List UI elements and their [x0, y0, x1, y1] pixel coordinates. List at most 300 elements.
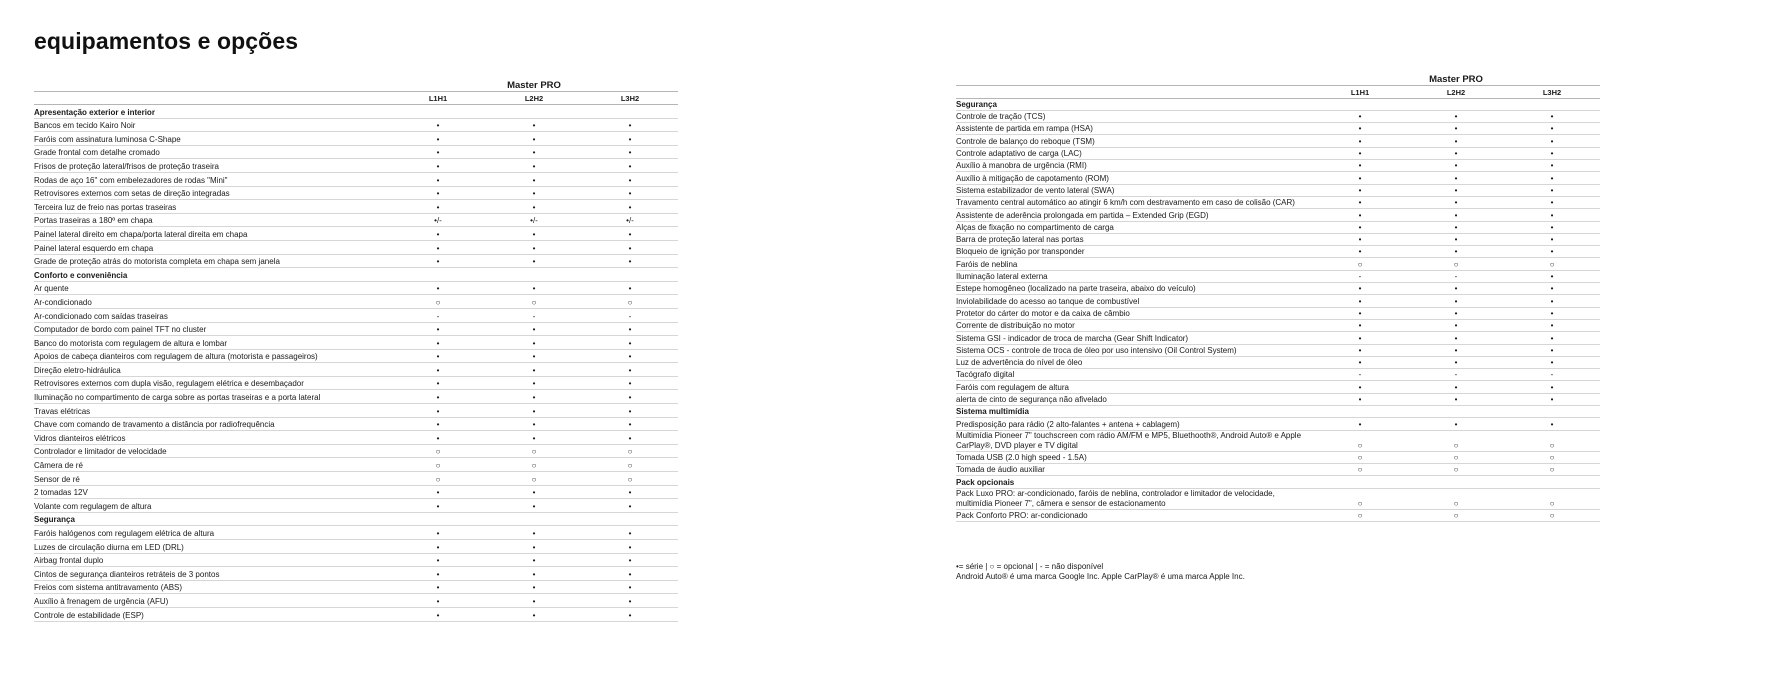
- availability-cell: -: [1312, 270, 1408, 282]
- availability-cell: •: [1504, 319, 1600, 331]
- feature-label: Barra de proteção lateral nas portas: [956, 233, 1312, 245]
- availability-cell: ○: [1312, 509, 1408, 521]
- feature-label: Retrovisores externos com dupla visão, regulagem elétrica e desembaçador: [34, 376, 390, 390]
- availability-cell: •: [1312, 209, 1408, 221]
- availability-cell: •: [390, 254, 486, 268]
- feature-label: Freios com sistema antitravamento (ABS): [34, 580, 390, 594]
- availability-cell: •: [1504, 418, 1600, 430]
- availability-cell: •: [1504, 246, 1600, 258]
- availability-cell: ○: [1312, 463, 1408, 475]
- feature-label: Controle de balanço do reboque (TSM): [956, 135, 1312, 147]
- availability-cell: •: [582, 281, 678, 295]
- availability-cell: •: [582, 240, 678, 254]
- availability-cell: ○: [486, 458, 582, 472]
- feature-label: Grade frontal com detalhe cromado: [34, 145, 390, 159]
- table-row: [956, 221, 1600, 233]
- table-row: [956, 332, 1600, 344]
- feature-label: Frisos de proteção lateral/frisos de proteção traseira: [34, 159, 390, 173]
- table-row: [956, 196, 1600, 208]
- availability-cell: •: [1408, 393, 1504, 405]
- availability-cell: •: [1312, 123, 1408, 135]
- table-row: [956, 233, 1600, 245]
- availability-cell: •: [1408, 110, 1504, 122]
- availability-cell: •: [1504, 196, 1600, 208]
- feature-label: Apoios de cabeça dianteiros com regulagem de altura (motorista e passageiros): [34, 349, 390, 363]
- availability-cell: ○: [390, 458, 486, 472]
- availability-cell: •: [1504, 283, 1600, 295]
- availability-cell: ○: [1504, 463, 1600, 475]
- table-row: [956, 381, 1600, 393]
- availability-cell: •: [582, 553, 678, 567]
- availability-cell: •: [390, 145, 486, 159]
- table-row: [34, 118, 678, 132]
- availability-cell: •: [486, 200, 582, 214]
- availability-cell: •: [1504, 381, 1600, 393]
- availability-cell: •: [1312, 233, 1408, 245]
- availability-cell: •: [390, 172, 486, 186]
- feature-label: Tacógrafo digital: [956, 369, 1312, 381]
- availability-cell: •: [486, 363, 582, 377]
- table-row: [956, 160, 1600, 172]
- table-row: [34, 254, 678, 268]
- feature-label: Multimídia Pioneer 7" touchscreen com rádio AM/FM e MP5, Bluethooth®, Android Auto® e Apple CarPlay®, DVD player e TV digital: [956, 430, 1312, 451]
- feature-label: Assistente de partida em rampa (HSA): [956, 123, 1312, 135]
- availability-cell: •: [582, 227, 678, 241]
- availability-cell: •: [390, 322, 486, 336]
- availability-cell: •: [582, 580, 678, 594]
- table-row: [34, 349, 678, 363]
- availability-cell: •: [1504, 233, 1600, 245]
- availability-cell: ○: [1312, 430, 1408, 451]
- table-row: [956, 451, 1600, 463]
- table-row: [34, 607, 678, 621]
- availability-cell: •: [1408, 123, 1504, 135]
- availability-cell: •: [486, 580, 582, 594]
- equipment-table-right: [956, 74, 1600, 522]
- feature-label: Chave com comando de travamento a distância por radiofrequência: [34, 417, 390, 431]
- availability-cell: •/-: [582, 213, 678, 227]
- availability-cell: •: [1408, 332, 1504, 344]
- availability-cell: •: [1504, 221, 1600, 233]
- availability-cell: •: [582, 390, 678, 404]
- availability-cell: •: [390, 485, 486, 499]
- table-row: [34, 431, 678, 445]
- feature-label: Iluminação no compartimento de carga sobre as portas traseiras e a porta lateral: [34, 390, 390, 404]
- feature-label: Protetor do cárter do motor e da caixa de câmbio: [956, 307, 1312, 319]
- table-product-header: [956, 74, 1600, 86]
- availability-cell: •: [1312, 172, 1408, 184]
- availability-cell: -: [582, 308, 678, 322]
- availability-cell: •: [1408, 221, 1504, 233]
- table-row: [34, 281, 678, 295]
- table-row: [34, 376, 678, 390]
- table-row: [34, 567, 678, 581]
- availability-cell: ○: [582, 444, 678, 458]
- availability-cell: ○: [1408, 509, 1504, 521]
- table-row: [956, 488, 1600, 509]
- feature-label: Retrovisores externos com setas de direção integradas: [34, 186, 390, 200]
- table-body: [956, 98, 1600, 521]
- availability-cell: •: [582, 254, 678, 268]
- availability-cell: •: [1504, 135, 1600, 147]
- feature-label: Auxílio à frenagem de urgência (AFU): [34, 594, 390, 608]
- availability-cell: •: [582, 118, 678, 132]
- table-row: [956, 209, 1600, 221]
- table-row: [34, 308, 678, 322]
- availability-cell: •: [1408, 160, 1504, 172]
- table-row: [956, 123, 1600, 135]
- availability-cell: •: [1408, 233, 1504, 245]
- table-row: [34, 213, 678, 227]
- legend-key: •= série | ○ = opcional | - = não disponível: [956, 562, 1104, 571]
- availability-cell: •: [582, 526, 678, 540]
- column-header: L2H2: [486, 92, 582, 105]
- availability-cell: •: [390, 200, 486, 214]
- table-row: [34, 553, 678, 567]
- availability-cell: •: [1504, 184, 1600, 196]
- table-body: [34, 105, 678, 622]
- availability-cell: •: [1312, 147, 1408, 159]
- availability-cell: •: [1408, 172, 1504, 184]
- table-row: [956, 135, 1600, 147]
- availability-cell: •: [390, 567, 486, 581]
- table-row: [956, 110, 1600, 122]
- availability-cell: ○: [1408, 258, 1504, 270]
- availability-cell: •: [1504, 209, 1600, 221]
- availability-cell: •: [390, 417, 486, 431]
- feature-label: Assistente de aderência prolongada em partida – Extended Grip (EGD): [956, 209, 1312, 221]
- availability-cell: •: [1312, 221, 1408, 233]
- feature-label: Pack Conforto PRO: ar-condicionado: [956, 509, 1312, 521]
- availability-cell: -: [486, 308, 582, 322]
- availability-cell: •: [582, 594, 678, 608]
- availability-cell: •: [582, 485, 678, 499]
- availability-cell: •: [1312, 319, 1408, 331]
- availability-cell: •: [582, 376, 678, 390]
- table-row: [34, 227, 678, 241]
- section-title: Pack opcionais: [956, 476, 1600, 488]
- product-name: Master PRO: [390, 76, 678, 92]
- feature-label: Predisposição para rádio (2 alto-falantes + antena + cablagem): [956, 418, 1312, 430]
- column-header: L3H2: [1504, 86, 1600, 98]
- feature-label: Terceira luz de freio nas portas traseiras: [34, 200, 390, 214]
- feature-label: Airbag frontal duplo: [34, 553, 390, 567]
- availability-cell: •: [390, 580, 486, 594]
- availability-cell: ○: [1504, 430, 1600, 451]
- section-header-row: [34, 105, 678, 119]
- availability-cell: •: [390, 594, 486, 608]
- availability-cell: ○: [1504, 451, 1600, 463]
- availability-cell: •: [486, 322, 582, 336]
- table-row: [34, 499, 678, 513]
- availability-cell: ○: [1312, 451, 1408, 463]
- availability-cell: •: [390, 607, 486, 621]
- table-row: [34, 132, 678, 146]
- availability-cell: ○: [1408, 451, 1504, 463]
- availability-cell: •: [486, 485, 582, 499]
- availability-cell: •: [390, 499, 486, 513]
- feature-label: Tomada de áudio auxiliar: [956, 463, 1312, 475]
- section-title: Conforto e conveniência: [34, 268, 678, 282]
- section-header-row: [34, 512, 678, 526]
- availability-cell: •: [390, 404, 486, 418]
- feature-label: Painel lateral direito em chapa/porta lateral direita em chapa: [34, 227, 390, 241]
- feature-label: Luzes de circulação diurna em LED (DRL): [34, 540, 390, 554]
- legend: [956, 562, 1245, 581]
- availability-cell: -: [1408, 369, 1504, 381]
- availability-cell: •: [1408, 246, 1504, 258]
- availability-cell: •: [486, 240, 582, 254]
- feature-label: Bloqueio de ignição por transponder: [956, 246, 1312, 258]
- table-row: [956, 369, 1600, 381]
- availability-cell: •: [486, 118, 582, 132]
- availability-cell: •: [486, 132, 582, 146]
- section-title: Segurança: [956, 98, 1600, 110]
- availability-cell: ○: [1504, 509, 1600, 521]
- availability-cell: •: [390, 431, 486, 445]
- availability-cell: •: [1408, 319, 1504, 331]
- feature-label: Inviolabilidade do acesso ao tanque de combustível: [956, 295, 1312, 307]
- table-product-header: [34, 76, 678, 92]
- table-row: [956, 418, 1600, 430]
- section-header-row: [956, 476, 1600, 488]
- availability-cell: •: [1312, 196, 1408, 208]
- availability-cell: •: [1408, 135, 1504, 147]
- table-row: [956, 393, 1600, 405]
- table-row: [34, 295, 678, 309]
- table-row: [34, 240, 678, 254]
- trademark-note: Android Auto® é uma marca Google Inc. Apple CarPlay® é uma marca Apple Inc.: [956, 571, 1245, 581]
- availability-cell: •: [1408, 209, 1504, 221]
- availability-cell: •: [390, 240, 486, 254]
- feature-label: Travamento central automático ao atingir 6 km/h com destravamento em caso de colisão (CAR): [956, 196, 1312, 208]
- availability-cell: •: [1408, 147, 1504, 159]
- feature-label: Sistema GSI - indicador de troca de marcha (Gear Shift Indicator): [956, 332, 1312, 344]
- availability-cell: •: [1312, 246, 1408, 258]
- table-row: [956, 283, 1600, 295]
- availability-cell: •: [1312, 135, 1408, 147]
- feature-label: Sistema OCS - controle de troca de óleo por uso intensivo (Oil Control System): [956, 344, 1312, 356]
- availability-cell: •: [1504, 356, 1600, 368]
- feature-label: Travas elétricas: [34, 404, 390, 418]
- availability-cell: •: [1408, 344, 1504, 356]
- table-row: [34, 200, 678, 214]
- page-title: equipamentos e opções: [34, 28, 299, 54]
- availability-cell: •: [1504, 344, 1600, 356]
- table-row: [34, 186, 678, 200]
- section-title: Segurança: [34, 512, 678, 526]
- availability-cell: •: [486, 607, 582, 621]
- availability-cell: -: [1312, 369, 1408, 381]
- availability-cell: •: [390, 132, 486, 146]
- availability-cell: ○: [582, 472, 678, 486]
- table-row: [34, 145, 678, 159]
- availability-cell: •: [1312, 307, 1408, 319]
- table-row: [34, 472, 678, 486]
- availability-cell: •/-: [390, 213, 486, 227]
- column-header: L1H1: [390, 92, 486, 105]
- availability-cell: •: [1312, 295, 1408, 307]
- feature-label: Controlador e limitador de velocidade: [34, 444, 390, 458]
- feature-label: Ar quente: [34, 281, 390, 295]
- feature-label: Luz de advertência do nível de óleo: [956, 356, 1312, 368]
- feature-label: Rodas de aço 16" com embelezadores de rodas "Mini": [34, 172, 390, 186]
- availability-cell: ○: [486, 444, 582, 458]
- availability-cell: •: [1504, 172, 1600, 184]
- availability-cell: •: [1504, 160, 1600, 172]
- table-row: [956, 463, 1600, 475]
- availability-cell: •: [582, 404, 678, 418]
- availability-cell: •: [1408, 307, 1504, 319]
- availability-cell: •: [582, 417, 678, 431]
- availability-cell: •: [486, 227, 582, 241]
- availability-cell: •: [1504, 270, 1600, 282]
- availability-cell: •: [1504, 110, 1600, 122]
- feature-label: Bancos em tecido Kairo Noir: [34, 118, 390, 132]
- availability-cell: ○: [582, 458, 678, 472]
- availability-cell: •: [582, 200, 678, 214]
- table-row: [956, 184, 1600, 196]
- availability-cell: •: [390, 390, 486, 404]
- availability-cell: ○: [1312, 258, 1408, 270]
- availability-cell: •: [486, 281, 582, 295]
- table-row: [956, 319, 1600, 331]
- availability-cell: •: [390, 553, 486, 567]
- availability-cell: •: [582, 540, 678, 554]
- feature-label: Grade de proteção atrás do motorista completa em chapa sem janela: [34, 254, 390, 268]
- table-row: [34, 580, 678, 594]
- feature-label: Tomada USB (2.0 high speed - 1.5A): [956, 451, 1312, 463]
- section-title: Sistema multimídia: [956, 406, 1600, 418]
- availability-cell: •: [390, 159, 486, 173]
- availability-cell: •: [1312, 332, 1408, 344]
- equipment-table-left: [34, 76, 678, 622]
- feature-label: Controle de tração (TCS): [956, 110, 1312, 122]
- availability-cell: •: [390, 363, 486, 377]
- feature-label: Sensor de ré: [34, 472, 390, 486]
- availability-cell: •: [486, 172, 582, 186]
- feature-label: Banco do motorista com regulagem de altura e lombar: [34, 336, 390, 350]
- availability-cell: ○: [390, 472, 486, 486]
- availability-cell: •: [486, 254, 582, 268]
- table-column-header: [956, 86, 1600, 98]
- availability-cell: •: [582, 132, 678, 146]
- availability-cell: •: [582, 159, 678, 173]
- availability-cell: •: [390, 118, 486, 132]
- feature-label: 2 tomadas 12V: [34, 485, 390, 499]
- availability-cell: •: [1312, 344, 1408, 356]
- availability-cell: ○: [1504, 488, 1600, 509]
- feature-label: Vidros dianteiros elétricos: [34, 431, 390, 445]
- section-header-row: [956, 98, 1600, 110]
- feature-label: Ar-condicionado: [34, 295, 390, 309]
- feature-label: Pack Luxo PRO: ar-condicionado, faróis de neblina, controlador e limitador de velocidade, multimídia Pioneer 7", câmera e sensor de estacionamento: [956, 488, 1312, 509]
- product-name: Master PRO: [1312, 74, 1600, 86]
- section-header-row: [34, 268, 678, 282]
- availability-cell: •: [486, 594, 582, 608]
- feature-label: alerta de cinto de segurança não afivelado: [956, 393, 1312, 405]
- feature-label: Sistema estabilizador de vento lateral (SWA): [956, 184, 1312, 196]
- section-title: Apresentação exterior e interior: [34, 105, 678, 119]
- availability-cell: •: [390, 349, 486, 363]
- availability-cell: •: [486, 404, 582, 418]
- availability-cell: •: [582, 499, 678, 513]
- table-row: [34, 172, 678, 186]
- availability-cell: •: [486, 186, 582, 200]
- availability-cell: •: [1408, 196, 1504, 208]
- availability-cell: ○: [1408, 488, 1504, 509]
- table-row: [956, 307, 1600, 319]
- feature-label: Faróis com assinatura luminosa C-Shape: [34, 132, 390, 146]
- feature-label: Controle de estabilidade (ESP): [34, 607, 390, 621]
- availability-cell: ○: [1408, 463, 1504, 475]
- feature-label: Controle adaptativo de carga (LAC): [956, 147, 1312, 159]
- availability-cell: ○: [1408, 430, 1504, 451]
- feature-label: Iluminação lateral externa: [956, 270, 1312, 282]
- feature-label: Cintos de segurança dianteiros retráteis de 3 pontos: [34, 567, 390, 581]
- availability-cell: •: [582, 431, 678, 445]
- table-row: [956, 344, 1600, 356]
- availability-cell: •: [486, 349, 582, 363]
- table-row: [956, 430, 1600, 451]
- table-row: [956, 246, 1600, 258]
- availability-cell: •: [486, 390, 582, 404]
- table-row: [34, 485, 678, 499]
- table-row: [34, 417, 678, 431]
- availability-cell: -: [1504, 369, 1600, 381]
- availability-cell: ○: [390, 295, 486, 309]
- availability-cell: •: [1408, 295, 1504, 307]
- availability-cell: •: [1312, 356, 1408, 368]
- column-header: L2H2: [1408, 86, 1504, 98]
- table-column-header: [34, 92, 678, 105]
- availability-cell: •: [486, 336, 582, 350]
- availability-cell: •: [486, 431, 582, 445]
- availability-cell: ○: [486, 295, 582, 309]
- feature-label: Alças de fixação no compartimento de carga: [956, 221, 1312, 233]
- availability-cell: •: [1504, 307, 1600, 319]
- feature-label: Ar-condicionado com saídas traseiras: [34, 308, 390, 322]
- availability-cell: •: [1408, 356, 1504, 368]
- availability-cell: •: [1408, 283, 1504, 295]
- feature-label: Portas traseiras a 180º em chapa: [34, 213, 390, 227]
- availability-cell: •: [390, 526, 486, 540]
- availability-cell: •: [486, 540, 582, 554]
- availability-cell: ○: [1312, 488, 1408, 509]
- availability-cell: •: [390, 376, 486, 390]
- availability-cell: •: [1504, 393, 1600, 405]
- availability-cell: •: [1504, 295, 1600, 307]
- availability-cell: •: [1408, 184, 1504, 196]
- table-row: [34, 526, 678, 540]
- table-row: [34, 444, 678, 458]
- feature-label: Faróis de neblina: [956, 258, 1312, 270]
- table-row: [956, 295, 1600, 307]
- feature-label: Volante com regulagem de altura: [34, 499, 390, 513]
- feature-label: Auxílio à mitigação de capotamento (ROM): [956, 172, 1312, 184]
- availability-cell: •: [1312, 393, 1408, 405]
- availability-cell: •: [582, 186, 678, 200]
- availability-cell: •: [390, 186, 486, 200]
- availability-cell: •: [1504, 332, 1600, 344]
- table-row: [956, 172, 1600, 184]
- availability-cell: •: [1312, 381, 1408, 393]
- availability-cell: •: [582, 322, 678, 336]
- availability-cell: •: [1504, 147, 1600, 159]
- availability-cell: •: [1408, 381, 1504, 393]
- availability-cell: •: [1312, 418, 1408, 430]
- table-row: [34, 390, 678, 404]
